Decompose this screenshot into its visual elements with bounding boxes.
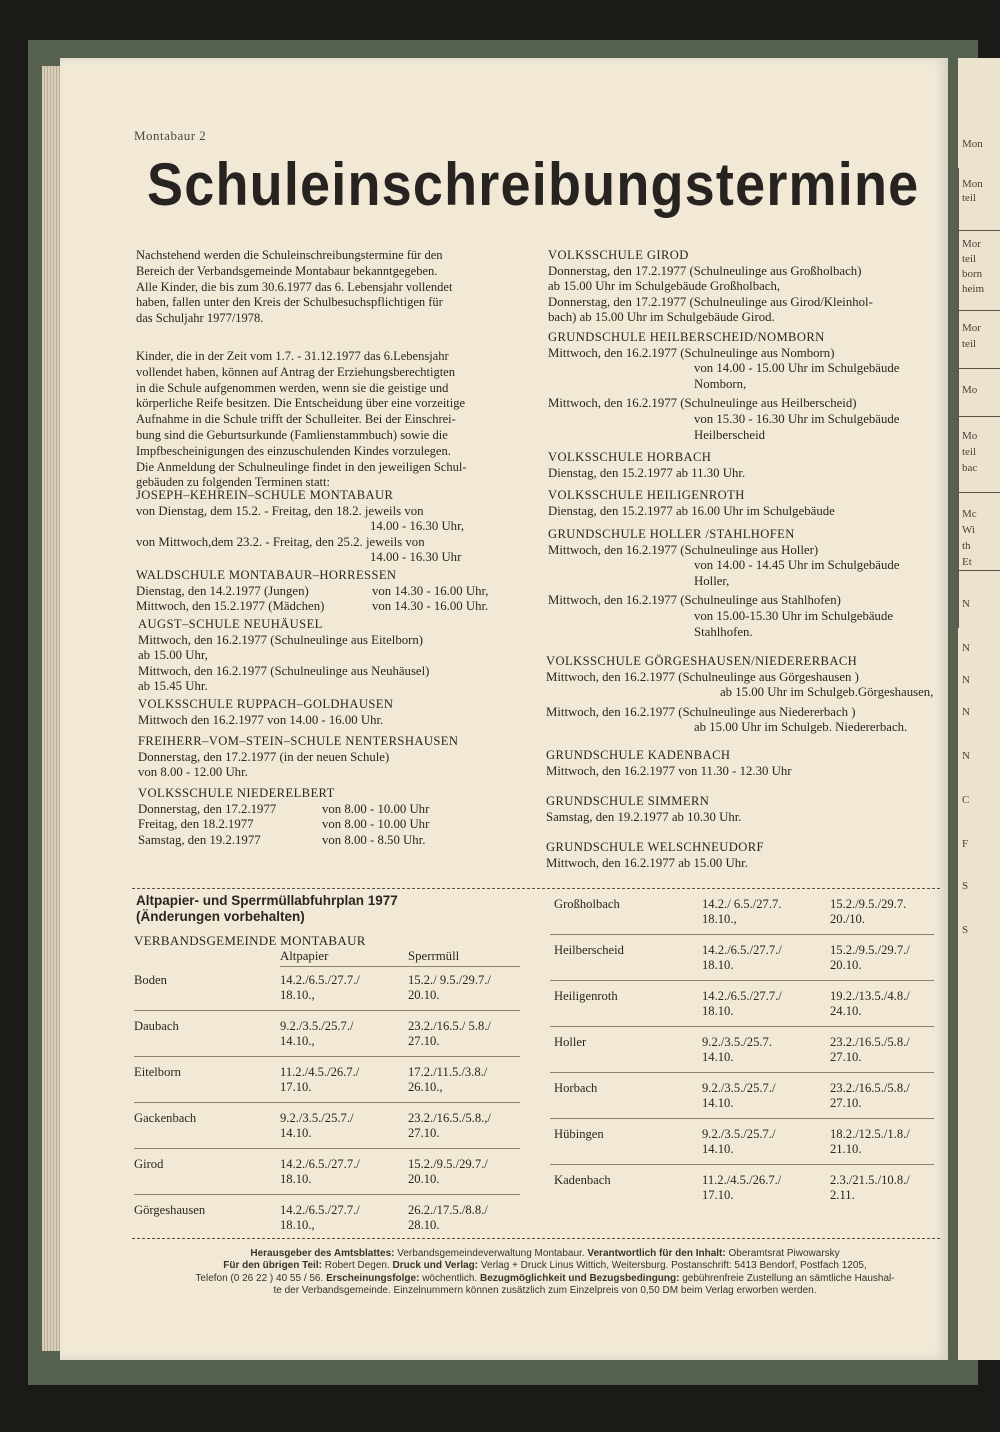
bulky-dates: 23.2./16.5./5.8.,/ 27.10. — [408, 1111, 491, 1140]
school-name: VOLKSSCHULE NIEDERELBERT — [138, 786, 335, 800]
school-heilberscheid — [548, 330, 948, 443]
schedule-line: bach) ab 15.00 Uhr im Schulgebäude Girod. — [548, 310, 775, 325]
adjacent-text: Wi — [962, 524, 975, 536]
row-separator — [550, 980, 934, 981]
adjacent-text: N — [962, 750, 970, 762]
row-separator — [134, 1148, 520, 1149]
row-separator — [134, 1056, 520, 1057]
paper-dates: 14.2./6.5./27.7./ 18.10. — [702, 943, 782, 972]
intro-text — [136, 248, 536, 513]
table-row — [134, 1019, 534, 1053]
place-name: Daubach — [134, 1019, 179, 1033]
school-ruppach — [138, 697, 538, 728]
imprint-text: gebührenfreie Zustellung an sämtliche Haushal- — [679, 1272, 895, 1284]
text-line: in die Schule aufgenommen werden, wenn sie die geistige und — [136, 380, 449, 395]
adjacent-text: N — [962, 598, 970, 610]
schedule-line: Mittwoch, den 16.2.1977 (Schulneulinge aus Heilberscheid) — [548, 396, 857, 411]
row-separator — [550, 1164, 934, 1165]
adjacent-text: N — [962, 642, 970, 654]
schedule-line: Mittwoch, den 16.2.1977 (Schulneulinge aus Niedererbach ) — [546, 704, 856, 719]
adjacent-text: Et — [962, 556, 972, 568]
municipality-label: VERBANDSGEMEINDE MONTABAUR — [134, 933, 366, 948]
school-stein — [138, 734, 538, 781]
intro-paragraph-1 — [136, 248, 536, 327]
table-row — [134, 973, 534, 1007]
schedule-line: Mittwoch, den 16.2.1977 (Schulneulinge aus Nomborn) — [548, 345, 835, 360]
school-niederelbert — [138, 786, 538, 848]
schedule-line: ab 15.45 Uhr. — [138, 679, 208, 694]
waste-plan-title — [136, 893, 398, 925]
table-row — [134, 1203, 534, 1237]
imprint-label: Für den übrigen Teil: — [223, 1260, 322, 1272]
bulky-dates: 18.2./12.5./1.8./ 21.10. — [830, 1127, 910, 1156]
text-line: Kinder, die in der Zeit vom 1.7. - 31.12.1977 das 6.Lebensjahr — [136, 348, 449, 363]
schedule-line: von 15.00-15.30 Uhr im Schulgebäude — [694, 608, 894, 623]
school-name: VOLKSSCHULE GIROD — [548, 248, 689, 262]
place-name: Gackenbach — [134, 1111, 197, 1125]
text-line: Nachstehend werden die Schuleinschreibungstermine für den — [136, 248, 443, 262]
schedule-line: Mittwoch, den 16.2.1977 (Schulneulinge aus Görgeshausen ) — [546, 669, 859, 684]
schedule-line: Mittwoch, den 16.2.1977 ab 15.00 Uhr. — [546, 855, 748, 870]
schedule-time: von 14.30 - 16.00 Uhr. — [372, 599, 489, 614]
row-separator — [550, 934, 934, 935]
schedule-line: von Mittwoch,dem 23.2. - Freitag, den 25.2. jeweils von — [136, 534, 425, 549]
school-name: VOLKSSCHULE GÖRGESHAUSEN/NIEDERERBACH — [546, 654, 858, 668]
schedule-row — [138, 833, 538, 849]
schedule-line: Mittwoch den 16.2.1977 von 14.00 - 16.00 Uhr. — [138, 712, 384, 727]
table-row — [554, 897, 944, 931]
school-horbach — [548, 450, 948, 481]
imprint-text: wöchentlich. — [419, 1272, 481, 1284]
text-line: Impfbescheinigungen des einzuschulenden Kindes vorzulegen. — [136, 443, 451, 458]
row-separator — [550, 1026, 934, 1027]
school-kadenbach — [546, 748, 946, 779]
schedule-line: von 14.00 - 14.45 Uhr im Schulgebäude — [694, 558, 900, 573]
adjacent-text: C — [962, 794, 970, 806]
schedule-line: Samstag, den 19.2.1977 ab 10.30 Uhr. — [546, 809, 742, 824]
adjacent-rule — [958, 492, 1000, 493]
schedule-line: Mittwoch, den 16.2.1977 (Schulneulinge aus Holler) — [548, 542, 819, 557]
intro-paragraph-2 — [136, 349, 536, 491]
row-separator — [550, 1072, 934, 1073]
bulky-dates: 15.2./9.5./29.7. 20./10. — [830, 897, 907, 926]
adjacent-text: Mc — [962, 508, 977, 520]
schedule-time: von 14.30 - 16.00 Uhr, — [372, 583, 489, 598]
schedule-time: von 8.00 - 10.00 Uhr — [322, 817, 430, 832]
paper-dates: 14.2./6.5./27.7./ 18.10. — [702, 989, 782, 1018]
schedule-line: Dienstag, den 15.2.1977 ab 11.30 Uhr. — [548, 465, 746, 480]
place-name: Horbach — [554, 1081, 598, 1095]
row-separator — [550, 1118, 934, 1119]
school-wald — [136, 568, 536, 615]
school-august — [138, 617, 538, 695]
text-line: das Schuljahr 1977/1978. — [136, 311, 264, 326]
bulky-dates: 23.2./16.5./5.8./ 27.10. — [830, 1035, 910, 1064]
paper-dates: 9.2./3.5./25.7./ 14.10. — [702, 1081, 776, 1110]
school-girod — [548, 248, 948, 326]
header-rule — [280, 966, 520, 967]
imprint-line: te der Verbandsgemeinde. Einzelnummern können zusätzlich zum Einzelpreis von 0,50 DM beim Verlag erworben werden. — [273, 1285, 817, 1297]
adjacent-text: bac — [962, 462, 978, 474]
column-header-bulky: Sperrmüll — [408, 949, 460, 963]
adjacent-text: N — [962, 674, 970, 686]
school-goergeshausen — [546, 654, 956, 736]
paper-dates: 11.2./4.5./26.7./ 17.10. — [280, 1065, 360, 1094]
schedule-line: ab 15.00 Uhr im Schulgeb. Niedererbach. — [694, 720, 908, 735]
paper-dates: 14.2./ 6.5./27.7. 18.10., — [702, 897, 782, 926]
paper-dates: 14.2./6.5./27.7./ 18.10., — [280, 973, 360, 1002]
paper-dates: 9.2./3.5./25.7./ 14.10. — [702, 1127, 776, 1156]
school-name: GRUNDSCHULE SIMMERN — [546, 794, 710, 808]
schedule-row — [138, 817, 538, 833]
schedule-line: 14.00 - 16.30 Uhr, — [370, 519, 465, 534]
schedule-line: ab 15.00 Uhr, — [138, 648, 208, 663]
text-line: Die Anmeldung der Schulneulinge findet in den jeweiligen Schul- — [136, 459, 467, 474]
adjacent-text: born — [962, 268, 983, 280]
schedule-date: Samstag, den 19.2.1977 — [138, 832, 261, 847]
school-holler — [548, 527, 948, 640]
running-head: Montabaur 2 — [134, 128, 207, 143]
adjacent-text: heim — [962, 283, 984, 295]
text-line: bung sind die Geburtsurkunde (Famlienstammbuch) sowie die — [136, 427, 448, 442]
text-line: Bereich der Verbandsgemeinde Montabaur bekanntgegeben. — [136, 263, 438, 278]
imprint-text: Verlag + Druck Linus Wittich, Weitersburg. Postanschrift: 5413 Bendorf, Postfach 1205, — [478, 1260, 867, 1272]
adjacent-rule — [958, 230, 1000, 231]
school-name: WALDSCHULE MONTABAUR–HORRESSEN — [136, 568, 397, 582]
footer-divider — [132, 1238, 940, 1239]
schedule-line: Holler, — [694, 573, 730, 588]
bulky-dates: 2.3./21.5./10.8./ 2.11. — [830, 1173, 910, 1202]
schedule-line: von Dienstag, dem 15.2. - Freitag, den 18.2. jeweils von — [136, 503, 424, 518]
school-simmern — [546, 794, 946, 825]
school-welschneudorf — [546, 840, 946, 871]
imprint-text: Verbandsgemeindeverwaltung Montabaur. — [394, 1248, 588, 1259]
adjacent-text: teil — [962, 192, 977, 204]
adjacent-text: S — [962, 924, 969, 936]
schedule-date: Mittwoch, den 15.2.1977 (Mädchen) — [136, 599, 325, 614]
schedule-line: ab 15.00 Uhr im Schulgeb.Görgeshausen, — [720, 685, 934, 700]
text-line: Alle Kinder, die bis zum 30.6.1977 das 6. Lebensjahr vollendet — [136, 279, 453, 294]
waste-plan-subtitle: (Änderungen vorbehalten) — [136, 909, 305, 924]
adjacent-text: teil — [962, 253, 977, 265]
imprint-label: Verantwortlich für den Inhalt: — [587, 1248, 726, 1259]
adjacent-text: Mor — [962, 322, 981, 334]
schedule-date: Dienstag, den 14.2.1977 (Jungen) — [136, 583, 309, 598]
adjacent-text: N — [962, 706, 970, 718]
row-separator — [134, 1010, 520, 1011]
adjacent-text: S — [962, 880, 969, 892]
bulky-dates: 17.2./11.5./3.8./ 26.10., — [408, 1065, 488, 1094]
waste-plan-title-line: Altpapier- und Sperrmüllabfuhrplan 1977 — [136, 893, 398, 908]
adjacent-rule — [958, 416, 1000, 417]
schedule-row — [138, 802, 538, 818]
schedule-row — [136, 599, 536, 615]
schedule-date: Donnerstag, den 17.2.1977 — [138, 801, 277, 816]
imprint — [140, 1248, 950, 1298]
imprint-text: Robert Degen. — [321, 1260, 393, 1272]
paper-dates: 9.2./3.5./25.7. 14.10. — [702, 1035, 772, 1064]
paper-dates: 14.2./6.5./27.7./ 18.10. — [280, 1157, 360, 1186]
imprint-text: Oberamtsrat Piwowarsky — [725, 1248, 840, 1259]
table-row — [134, 1111, 534, 1145]
imprint-text: Telefon (0 26 22 ) 40 55 / 56. — [195, 1272, 327, 1284]
place-name: Hübingen — [554, 1127, 604, 1141]
bulky-dates: 19.2./13.5./4.8./ 24.10. — [830, 989, 910, 1018]
adjacent-text: Mon — [962, 138, 983, 150]
schedule-time: von 8.00 - 10.00 Uhr — [322, 801, 430, 816]
school-heiligenroth — [548, 488, 948, 519]
schedule-line: Mittwoch, den 16.2.1977 von 11.30 - 12.30 Uhr — [546, 763, 792, 778]
imprint-label: Bezugmöglichkeit und Bezugsbedingung: — [480, 1272, 680, 1284]
text-line: Aufnahme in die Schule trifft der Schulleiter. Bei der Einschrei- — [136, 412, 456, 427]
adjacent-text: teil — [962, 446, 977, 458]
schedule-line: von 8.00 - 12.00 Uhr. — [138, 765, 248, 780]
table-row — [554, 989, 944, 1023]
schedule-line: Donnerstag, den 17.2.1977 (Schulneulinge aus Girod/Kleinhol- — [548, 294, 873, 309]
section-divider — [132, 888, 940, 889]
schedule-time: von 8.00 - 8.50 Uhr. — [322, 832, 426, 847]
column-header-paper: Altpapier — [280, 949, 329, 963]
adjacent-text: Mo — [962, 430, 978, 442]
bulky-dates: 15.2./9.5./29.7./ 20.10. — [408, 1157, 488, 1186]
adjacent-text: F — [962, 838, 969, 850]
place-name: Girod — [134, 1157, 164, 1171]
schedule-date: Freitag, den 18.2.1977 — [138, 817, 254, 832]
adjacent-text: th — [962, 540, 971, 552]
schedule-line: 14.00 - 16.30 Uhr — [370, 550, 462, 565]
imprint-label: Erscheinungsfolge: — [326, 1272, 420, 1284]
schedule-line: Heilberscheid — [694, 427, 766, 442]
table-row — [554, 1081, 944, 1115]
schedule-line: von 15.30 - 16.30 Uhr im Schulgebäude — [694, 411, 900, 426]
place-name: Boden — [134, 973, 167, 987]
adjacent-text: Mo — [962, 384, 978, 396]
school-name: VOLKSSCHULE HEILIGENROTH — [548, 488, 745, 502]
adjacent-rule — [958, 368, 1000, 369]
schedule-line: Nomborn, — [694, 376, 747, 391]
table-row — [554, 1127, 944, 1161]
bulky-dates: 23.2./16.5./5.8./ 27.10. — [830, 1081, 910, 1110]
school-name: GRUNDSCHULE HEILBERSCHEID/NOMBORN — [548, 330, 825, 344]
adjacent-page — [958, 58, 1000, 1360]
schedule-line: Mittwoch, den 16.2.1977 (Schulneulinge aus Eitelborn) — [138, 632, 424, 647]
schedule-line: Donnerstag, den 17.2.1977 (Schulneulinge aus Großholbach) — [548, 263, 862, 278]
schedule-line: Mittwoch, den 16.2.1977 (Schulneulinge aus Stahlhofen) — [548, 593, 841, 608]
paper-dates: 9.2./3.5./25.7./ 14.10. — [280, 1111, 354, 1140]
bulky-dates: 23.2./16.5./ 5.8./ 27.10. — [408, 1019, 491, 1048]
school-name: JOSEPH–KEHREIN–SCHULE MONTABAUR — [136, 488, 394, 502]
place-name: Kadenbach — [554, 1173, 611, 1187]
adjacent-rule — [958, 310, 1000, 311]
paper-dates: 14.2./6.5./27.7./ 18.10., — [280, 1203, 360, 1232]
bulky-dates: 15.2./ 9.5./29.7./ 20.10. — [408, 973, 491, 1002]
adjacent-rule — [958, 570, 1000, 571]
schedule-line: ab 15.00 Uhr im Schulgebäude Großholbach, — [548, 279, 781, 294]
place-name: Heiligenroth — [554, 989, 618, 1003]
imprint-line — [140, 1248, 950, 1260]
imprint-line — [140, 1273, 950, 1285]
bulky-dates: 26.2./17.5./8.8./ 28.10. — [408, 1203, 488, 1232]
page-stack-edge — [42, 66, 62, 1351]
school-name: VOLKSSCHULE HORBACH — [548, 450, 712, 464]
place-name: Eitelborn — [134, 1065, 181, 1079]
table-row — [134, 1157, 534, 1191]
page-title: Schuleinschreibungstermine — [147, 151, 920, 219]
table-row — [134, 1065, 534, 1099]
imprint-label: Druck und Verlag: — [392, 1260, 479, 1272]
school-name: GRUNDSCHULE HOLLER /STAHLHOFEN — [548, 527, 795, 541]
paper-dates: 9.2./3.5./25.7./ 14.10., — [280, 1019, 354, 1048]
bulky-dates: 15.2./9.5./29.7./ 20.10. — [830, 943, 910, 972]
text-line: gebäuden zu folgenden Terminen statt: — [136, 475, 330, 490]
school-name: AUGST–SCHULE NEUHÄUSEL — [138, 617, 323, 631]
schedule-row — [136, 584, 536, 600]
place-name: Holler — [554, 1035, 587, 1049]
place-name: Großholbach — [554, 897, 620, 911]
place-name: Heilberscheid — [554, 943, 624, 957]
school-name: FREIHERR–VOM–STEIN–SCHULE NENTERSHAUSEN — [138, 734, 459, 748]
paper-dates: 11.2./4.5./26.7./ 17.10. — [702, 1173, 782, 1202]
adjacent-text: Mon — [962, 178, 983, 190]
adjacent-text: Mor — [962, 238, 981, 250]
schedule-line: Dienstag, den 15.2.1977 ab 16.00 Uhr im Schulgebäude — [548, 503, 835, 518]
school-name: GRUNDSCHULE KADENBACH — [546, 748, 731, 762]
adjacent-text: teil — [962, 338, 977, 350]
imprint-line — [140, 1260, 950, 1272]
schedule-line: Donnerstag, den 17.2.1977 (in der neuen Schule) — [138, 749, 390, 764]
school-name: VOLKSSCHULE RUPPACH–GOLDHAUSEN — [138, 697, 394, 711]
schedule-line: Mittwoch, den 16.2.1977 (Schulneulinge aus Neuhäusel) — [138, 663, 430, 678]
schedule-line: von 14.00 - 15.00 Uhr im Schulgebäude — [694, 361, 900, 376]
adjacent-column-rule — [958, 168, 959, 628]
schedule-line: Stahlhofen. — [694, 624, 753, 639]
table-row — [554, 1035, 944, 1069]
text-line: vollendet haben, können auf Antrag der Erziehungsberechtigten — [136, 364, 455, 379]
school-kehrein — [136, 488, 536, 566]
text-line: körperliche Reife besitzen. Die Entscheidung über eine vorzeitige — [136, 396, 466, 411]
table-row — [554, 1173, 944, 1207]
text-line: haben, fallen unter den Kreis der Schulbesuchspflichtigen für — [136, 295, 443, 310]
school-name: GRUNDSCHULE WELSCHNEUDORF — [546, 840, 764, 854]
row-separator — [134, 1194, 520, 1195]
table-row — [554, 943, 944, 977]
imprint-label: Herausgeber des Amtsblattes: — [250, 1248, 395, 1259]
row-separator — [134, 1102, 520, 1103]
place-name: Görgeshausen — [134, 1203, 206, 1217]
